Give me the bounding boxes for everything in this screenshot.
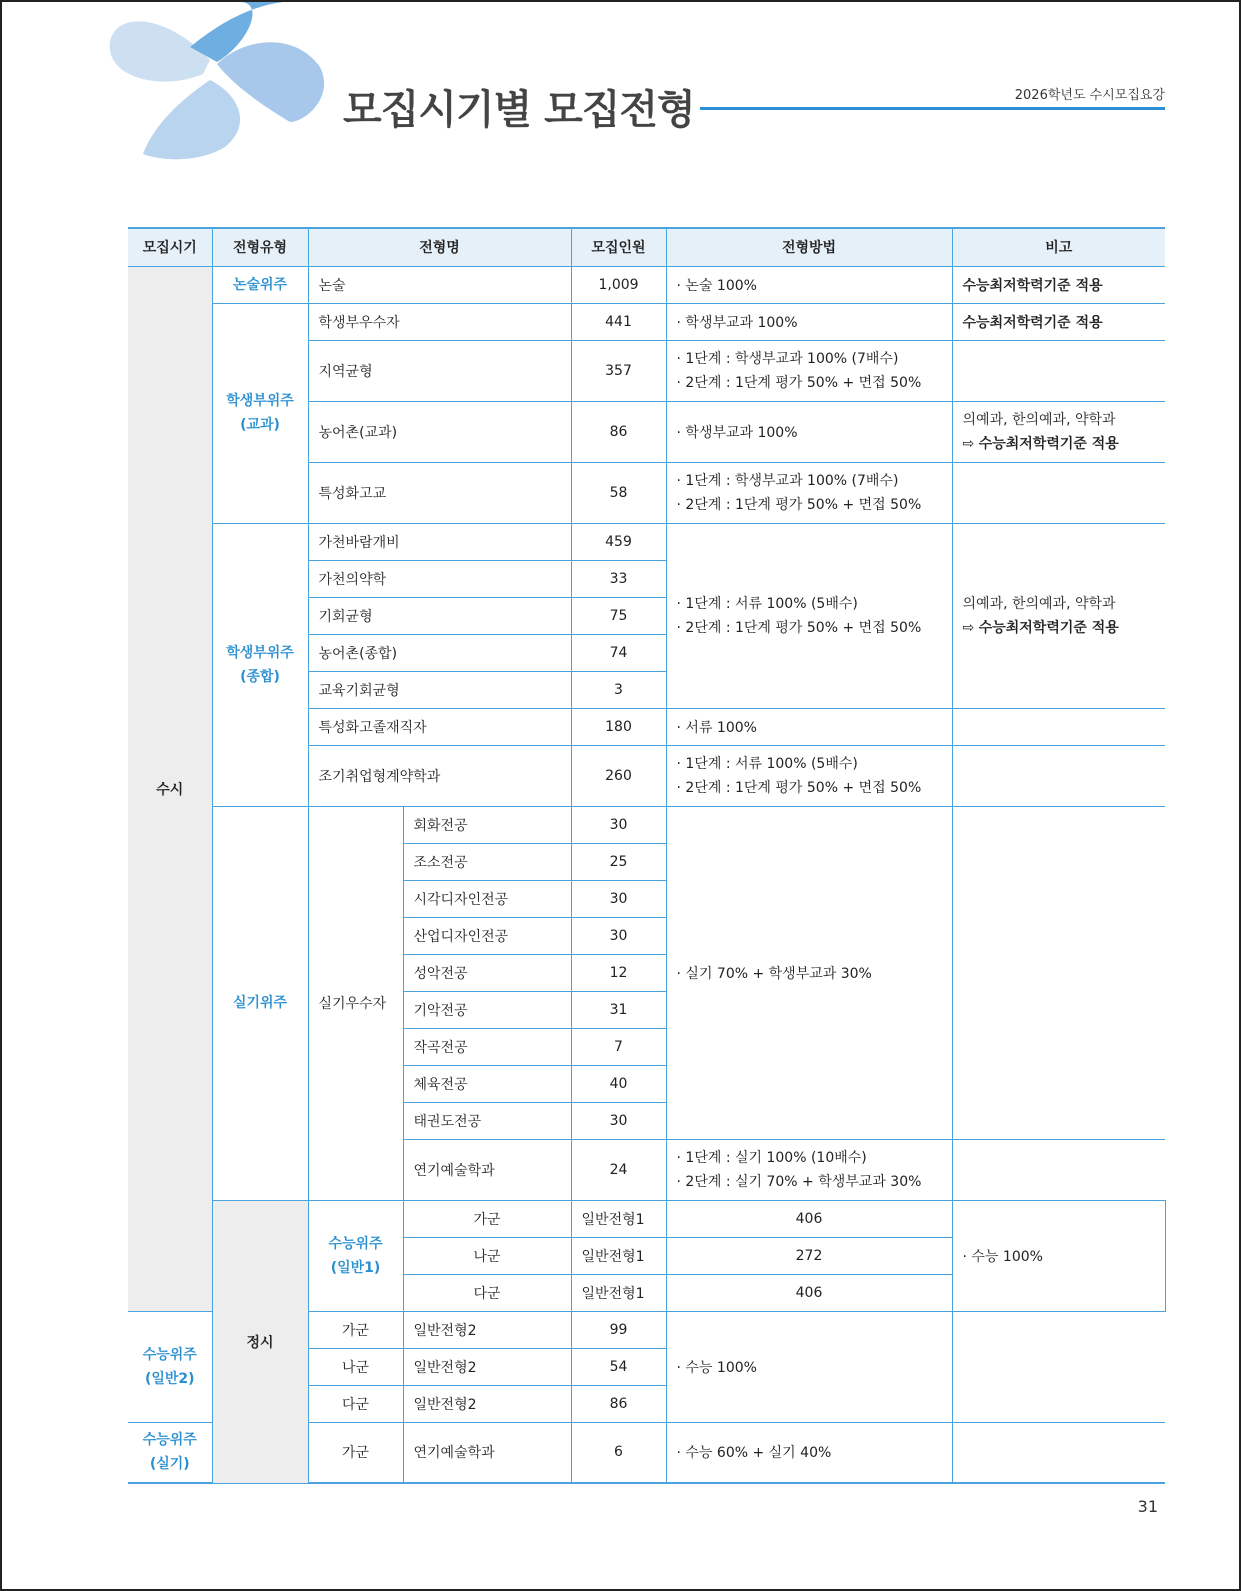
quota: 406 xyxy=(666,1274,952,1311)
quota: 31 xyxy=(571,991,666,1028)
admission-name: 실기우수자 xyxy=(308,806,403,1200)
group-name: 가군 xyxy=(403,1200,571,1237)
quota: 406 xyxy=(666,1200,952,1237)
major-name: 체육전공 xyxy=(403,1065,571,1102)
admission-name: 일반전형2 xyxy=(403,1348,571,1385)
method: · 1단계 : 서류 100% (5배수) · 2단계 : 1단계 평가 50% + 면접 50% xyxy=(666,523,952,708)
admission-name: 연기예술학과 xyxy=(403,1422,571,1483)
quota: 459 xyxy=(571,523,666,560)
note xyxy=(952,806,1165,1139)
quota: 180 xyxy=(571,708,666,745)
note: 수능최저학력기준 적용 xyxy=(952,303,1165,340)
quota: 54 xyxy=(571,1348,666,1385)
group-name: 나군 xyxy=(403,1237,571,1274)
column-header: 모집시기 xyxy=(128,228,212,266)
admission-name: 조기취업형계약학과 xyxy=(308,745,571,806)
column-header: 전형명 xyxy=(308,228,571,266)
group-name: 다군 xyxy=(308,1385,403,1422)
quota: 25 xyxy=(571,843,666,880)
quota: 441 xyxy=(571,303,666,340)
note: 의예과, 한의예과, 약학과 ⇨ 수능최저학력기준 적용 xyxy=(952,401,1165,462)
admission-name: 교육기회균형 xyxy=(308,671,571,708)
method: · 수능 60% + 실기 40% xyxy=(666,1422,952,1483)
document-subtitle: 2026학년도 수시모집요강 xyxy=(1014,88,1165,103)
quota: 30 xyxy=(571,880,666,917)
admission-table xyxy=(128,227,1165,1484)
note: 의예과, 한의예과, 약학과 ⇨ 수능최저학력기준 적용 xyxy=(952,523,1165,708)
quota: 30 xyxy=(571,806,666,843)
group-name: 가군 xyxy=(308,1311,403,1348)
method: · 수능 100% xyxy=(666,1311,952,1422)
quota: 75 xyxy=(571,597,666,634)
admission-name: 특성화고교 xyxy=(308,462,571,523)
admission-name: 가천의약학 xyxy=(308,560,571,597)
quota: 272 xyxy=(666,1237,952,1274)
admission-name: 일반전형1 xyxy=(571,1274,666,1311)
major-name: 시각디자인전공 xyxy=(403,880,571,917)
admission-name: 지역균형 xyxy=(308,340,571,401)
table-header-row xyxy=(128,228,1165,266)
note xyxy=(952,340,1165,401)
admission-name: 가천바람개비 xyxy=(308,523,571,560)
admission-name: 특성화고졸재직자 xyxy=(308,708,571,745)
table-row xyxy=(128,303,1165,340)
quota: 30 xyxy=(571,1102,666,1139)
major-name: 산업디자인전공 xyxy=(403,917,571,954)
admission-name: 논술 xyxy=(308,266,571,303)
major-name: 성악전공 xyxy=(403,954,571,991)
method: · 논술 100% xyxy=(666,266,952,303)
type-gyogwa: 학생부위주 (교과) xyxy=(212,303,308,523)
table-row xyxy=(128,806,1165,843)
period-susi: 수시 xyxy=(128,266,212,1311)
quota: 33 xyxy=(571,560,666,597)
admission-name: 기회균형 xyxy=(308,597,571,634)
type-silgi: 실기위주 xyxy=(212,806,308,1200)
method: · 수능 100% xyxy=(952,1200,1165,1311)
admission-name: 일반전형1 xyxy=(571,1200,666,1237)
quota: 6 xyxy=(571,1422,666,1483)
group-name: 다군 xyxy=(403,1274,571,1311)
admission-name: 일반전형1 xyxy=(571,1237,666,1274)
table-row xyxy=(128,1200,1165,1237)
column-header: 전형방법 xyxy=(666,228,952,266)
page-title: 모집시기별 모집전형 xyxy=(343,87,695,133)
method: · 1단계 : 실기 100% (10배수) · 2단계 : 실기 70% + 학생부교과 30% xyxy=(666,1139,952,1200)
type-jonghap: 학생부위주 (종합) xyxy=(212,523,308,806)
quota: 40 xyxy=(571,1065,666,1102)
period-jeongsi: 정시 xyxy=(212,1200,308,1483)
method: · 서류 100% xyxy=(666,708,952,745)
arrow-right-icon: ⇨ xyxy=(962,435,975,452)
admission-name: 일반전형2 xyxy=(403,1311,571,1348)
quota: 12 xyxy=(571,954,666,991)
method: · 학생부교과 100% xyxy=(666,303,952,340)
type-suneung-silgi: 수능위주 (실기) xyxy=(128,1422,212,1483)
page-number: 31 xyxy=(1137,1497,1158,1516)
major-name: 회화전공 xyxy=(403,806,571,843)
table-row xyxy=(128,266,1165,303)
method: · 실기 70% + 학생부교과 30% xyxy=(666,806,952,1139)
quota: 7 xyxy=(571,1028,666,1065)
quota: 3 xyxy=(571,671,666,708)
column-header: 비고 xyxy=(952,228,1165,266)
group-name: 나군 xyxy=(308,1348,403,1385)
table-row xyxy=(128,523,1165,560)
type-suneung1: 수능위주 (일반1) xyxy=(308,1200,403,1311)
header-rule xyxy=(700,107,1165,110)
note xyxy=(952,708,1165,745)
arrow-right-icon: ⇨ xyxy=(962,619,975,636)
column-header: 모집인원 xyxy=(571,228,666,266)
type-suneung2: 수능위주 (일반2) xyxy=(128,1311,212,1422)
method: · 1단계 : 학생부교과 100% (7배수) · 2단계 : 1단계 평가 50% + 면접 50% xyxy=(666,340,952,401)
quota: 357 xyxy=(571,340,666,401)
column-header: 전형유형 xyxy=(212,228,308,266)
admission-name: 농어촌(종합) xyxy=(308,634,571,671)
major-name: 기악전공 xyxy=(403,991,571,1028)
note xyxy=(952,745,1165,806)
method: · 1단계 : 서류 100% (5배수) · 2단계 : 1단계 평가 50% + 면접 50% xyxy=(666,745,952,806)
note xyxy=(952,1422,1165,1483)
method: · 학생부교과 100% xyxy=(666,401,952,462)
note xyxy=(952,462,1165,523)
admission-name: 일반전형2 xyxy=(403,1385,571,1422)
major-name: 작곡전공 xyxy=(403,1028,571,1065)
major-name: 연기예술학과 xyxy=(403,1139,571,1200)
quota: 30 xyxy=(571,917,666,954)
type-nonsul: 논술위주 xyxy=(212,266,308,303)
note xyxy=(952,1139,1165,1200)
group-name: 가군 xyxy=(308,1422,403,1483)
note: 수능최저학력기준 적용 xyxy=(952,266,1165,303)
quota: 260 xyxy=(571,745,666,806)
note xyxy=(952,1311,1165,1422)
quota: 99 xyxy=(571,1311,666,1348)
major-name: 태권도전공 xyxy=(403,1102,571,1139)
quota: 58 xyxy=(571,462,666,523)
method: · 1단계 : 학생부교과 100% (7배수) · 2단계 : 1단계 평가 50% + 면접 50% xyxy=(666,462,952,523)
quota: 24 xyxy=(571,1139,666,1200)
major-name: 조소전공 xyxy=(403,843,571,880)
logo-icon xyxy=(105,2,335,162)
quota: 1,009 xyxy=(571,266,666,303)
quota: 86 xyxy=(571,1385,666,1422)
admission-name: 농어촌(교과) xyxy=(308,401,571,462)
admission-name: 학생부우수자 xyxy=(308,303,571,340)
quota: 86 xyxy=(571,401,666,462)
quota: 74 xyxy=(571,634,666,671)
